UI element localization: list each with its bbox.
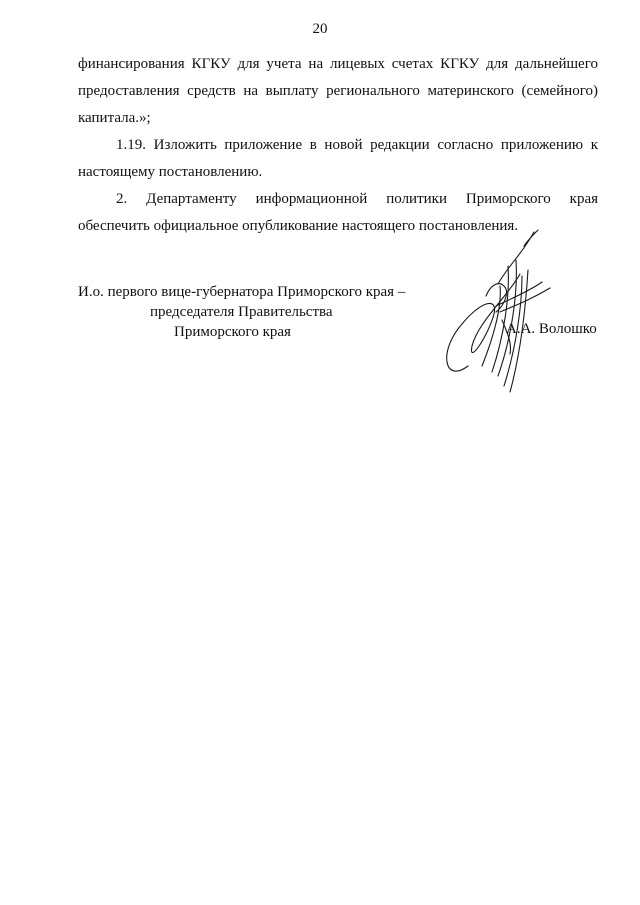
paragraph-line: обеспечить официальное опубликование настоящего постановления. [78, 218, 519, 234]
paragraph-line: предоставления средств на выплату регионального материнского (семейного) [78, 83, 598, 99]
page-number: 20 [312, 21, 328, 37]
signatory-name: А.А. Волошко [506, 321, 597, 337]
paragraph-line: настоящему постановлению. [78, 164, 263, 180]
signatory-title [78, 282, 438, 342]
paragraph-line: 1.19. Изложить приложение в новой редакции согласно приложению к [116, 137, 598, 153]
paragraph-line: 2. Департаменту информационной политики Приморского края [116, 191, 598, 207]
signatory-title-line: председателя Правительства [150, 304, 333, 320]
paragraph-item-1-19 [78, 132, 598, 186]
paragraph-continuation [78, 51, 598, 132]
paragraph-line: финансирования КГКУ для учета на лицевых счетах КГКУ для дальнейшего [78, 56, 598, 72]
paragraph-line: капитала.»; [78, 110, 151, 126]
handwritten-signature [438, 226, 556, 398]
signatory-title-line: И.о. первого вице-губернатора Приморского края – [78, 284, 406, 300]
signatory-title-line: Приморского края [174, 324, 291, 340]
